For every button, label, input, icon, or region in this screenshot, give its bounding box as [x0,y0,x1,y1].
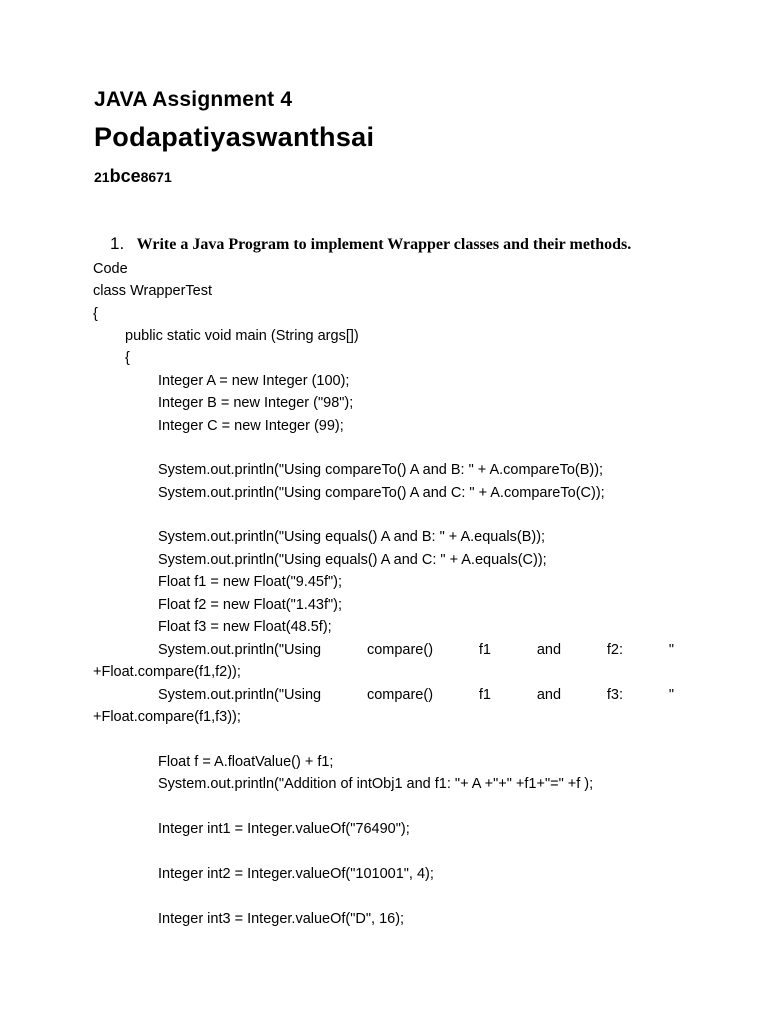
code-token: System.out.println("Using [158,642,322,658]
code-line: Float f1 = new Float("9.45f"); [158,574,342,590]
student-name: Podapatiyaswanthsai [94,122,375,152]
code-token: and [536,642,562,658]
code-line: System.out.println("Using compareTo() A and B: " + A.compareTo(B)); [158,462,604,478]
code-line: Float f3 = new Float(48.5f); [158,619,332,635]
code-line: { [93,306,98,322]
code-token: compare() [366,687,434,703]
code-label: Code [93,261,128,277]
code-line: +Float.compare(f1,f2)); [93,664,241,680]
code-token: System.out.println("Using [158,687,322,703]
code-line: +Float.compare(f1,f3)); [93,709,241,725]
code-line: Integer A = new Integer (100); [158,373,350,389]
code-token: f3: [606,687,623,703]
code-line-justified [158,684,674,706]
code-line: System.out.println("Using compareTo() A and C: " + A.compareTo(C)); [158,485,605,501]
code-line: Integer int1 = Integer.valueOf("76490"); [158,821,410,837]
code-token: f1 [478,642,491,658]
question-1 [110,234,631,254]
question-number: 1. [110,234,125,253]
code-line: class WrapperTest [93,283,212,299]
code-line: Float f2 = new Float("1.43f"); [158,597,342,613]
code-token: f2: [606,642,623,658]
code-line: System.out.println("Addition of intObj1 and f1: "+ A +"+" +f1+"=" +f ); [158,776,594,792]
code-line: System.out.println("Using equals() A and C: " + A.equals(C)); [158,552,547,568]
regno-suffix: 8671 [140,169,172,185]
code-line: Integer B = new Integer ("98"); [158,395,354,411]
code-token: " [668,687,674,703]
registration-number [94,166,172,187]
code-line: Integer int3 = Integer.valueOf("D", 16); [158,911,405,927]
code-token: f1 [478,687,491,703]
code-line: System.out.println("Using equals() A and B: " + A.equals(B)); [158,529,546,545]
code-line: { [125,350,130,366]
code-line: public static void main (String args[]) [125,328,359,344]
code-token: compare() [366,642,434,658]
code-line-justified [158,639,674,661]
question-text: Write a Java Program to implement Wrapper classes and their methods. [136,236,632,253]
code-token: and [536,687,562,703]
code-line: Integer C = new Integer (99); [158,418,344,434]
code-line: Float f = A.floatValue() + f1; [158,754,334,770]
code-line: Integer int2 = Integer.valueOf("101001", 4); [158,866,434,882]
regno-prefix: 21 [94,169,110,185]
assignment-title: JAVA Assignment 4 [94,88,293,111]
code-token: " [668,642,674,658]
regno-mid: bce [109,166,141,186]
